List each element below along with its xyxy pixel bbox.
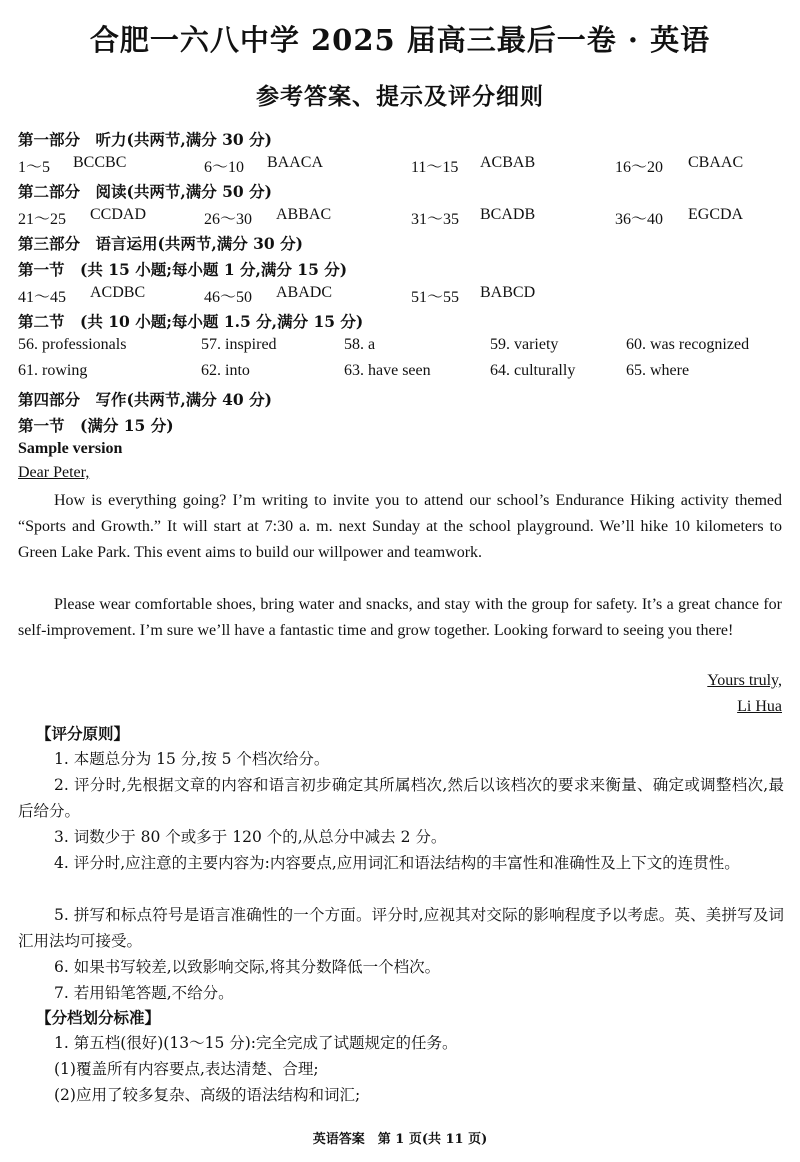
level-description: 1. 第五档(很好)(13～15 分):完全完成了试题规定的任务。 — [54, 1034, 458, 1052]
part4-section1-heading: 第一节 (满分 15 分) — [18, 416, 174, 435]
answer-range: 16～20 — [615, 159, 664, 176]
answer-range: 11～15 — [411, 159, 459, 176]
fill-answer: 62. into — [201, 362, 250, 379]
grading-rule: 4. 评分时,应注意的主要内容为:内容要点,应用词汇和语法结构的丰富性和准确性及上下文的连贯性。 — [54, 854, 740, 872]
grading-rule: 1. 本题总分为 15 分,按 5 个档次给分。 — [54, 750, 330, 768]
part3-section2-heading: 第二节 (共 10 小题;每小题 1.5 分,满分 15 分) — [18, 312, 364, 331]
answer-value: ACDBC — [90, 284, 146, 301]
answer-value: BCADB — [480, 206, 536, 223]
levels-heading: 【分档划分标准】 — [36, 1008, 161, 1027]
answer-value: ACBAB — [480, 154, 536, 171]
part3-heading: 第三部分 语言运用(共两节,满分 30 分) — [18, 234, 303, 253]
fill-answer: 63. have seen — [344, 362, 431, 379]
level-criterion: (1)覆盖所有内容要点,表达清楚、合理; — [54, 1060, 319, 1078]
answer-range: 51～55 — [411, 289, 460, 306]
fill-answer: 60. was recognized — [626, 336, 750, 353]
letter-closing: Yours truly, — [707, 672, 782, 689]
answer-value: BAACA — [267, 154, 324, 171]
answer-value: BCCBC — [73, 154, 127, 171]
letter-paragraph: Please wear comfortable shoes, bring water and snacks, and stay with the group for safety. It’s a great chance for self-improvement. I’m sure we’ll have a fantastic time and grow together. Looking forward to seeing you there! — [18, 596, 782, 639]
answer-range: 21～25 — [18, 211, 67, 228]
answer-value: CCDAD — [90, 206, 147, 223]
grading-rule: 2. 评分时,先根据文章的内容和语言初步确定其所属档次,然后以该档次的要求来衡量、确定或调整档次,最后给分。 — [18, 776, 784, 820]
answer-range: 31～35 — [411, 211, 460, 228]
answer-value: CBAAC — [688, 154, 744, 171]
principles-heading: 【评分原则】 — [36, 724, 130, 743]
part2-heading: 第二部分 阅读(共两节,满分 50 分) — [18, 182, 272, 201]
grading-rule: 5. 拼写和标点符号是语言准确性的一个方面。评分时,应视其对交际的影响程度予以考虑。英、美拼写及词汇用法均可接受。 — [18, 906, 784, 950]
answer-value: ABBAC — [276, 206, 332, 223]
answer-value: ABADC — [276, 284, 333, 301]
part1-heading: 第一部分 听力(共两节,满分 30 分) — [18, 130, 272, 149]
letter-signature: Li Hua — [737, 698, 782, 715]
answer-range: 41～45 — [18, 289, 67, 306]
answer-range: 26～30 — [204, 211, 253, 228]
answer-range: 6～10 — [204, 159, 245, 176]
fill-answer: 64. culturally — [490, 362, 576, 379]
fill-answer: 65. where — [626, 362, 690, 379]
part3-section1-heading: 第一节 (共 15 小题;每小题 1 分,满分 15 分) — [18, 260, 348, 279]
answer-value: EGCDA — [688, 206, 744, 223]
grading-rule: 7. 若用铅笔答题,不给分。 — [54, 984, 234, 1002]
page-title: 合肥一六八中学 2025 届高三最后一卷 · 英语 — [89, 23, 711, 57]
answer-range: 1～5 — [18, 159, 51, 176]
level-criterion: (2)应用了较多复杂、高级的语法结构和词汇; — [54, 1086, 361, 1104]
sample-label: Sample version — [18, 440, 123, 457]
page-subtitle: 参考答案、提示及评分细则 — [256, 83, 544, 110]
grading-rule: 3. 词数少于 80 个或多于 120 个的,从总分中减去 2 分。 — [54, 828, 447, 846]
fill-answer: 61. rowing — [18, 362, 88, 379]
answer-range: 46～50 — [204, 289, 253, 306]
answer-value: BABCD — [480, 284, 536, 301]
grading-rule: 6. 如果书写较差,以致影响交际,将其分数降低一个档次。 — [54, 958, 441, 976]
page-footer: 英语答案 第 1 页(共 11 页) — [312, 1132, 488, 1147]
letter-salutation: Dear Peter, — [18, 464, 90, 481]
answer-range: 36～40 — [615, 211, 664, 228]
fill-answer: 58. a — [344, 336, 376, 353]
fill-answer: 56. professionals — [18, 336, 127, 353]
part4-heading: 第四部分 写作(共两节,满分 40 分) — [18, 390, 272, 409]
letter-paragraph: How is everything going? I’m writing to invite you to attend our school’s Endurance Hiking activity themed “Sports and Growth.” It will start at 7:30 a. m. next Sunday at the school playground. We’ll hike 10 kilometers to Green Lake Park. This event aims to build our willpower and teamwork. — [18, 492, 782, 561]
fill-answer: 59. variety — [490, 336, 559, 353]
fill-answer: 57. inspired — [201, 336, 277, 353]
